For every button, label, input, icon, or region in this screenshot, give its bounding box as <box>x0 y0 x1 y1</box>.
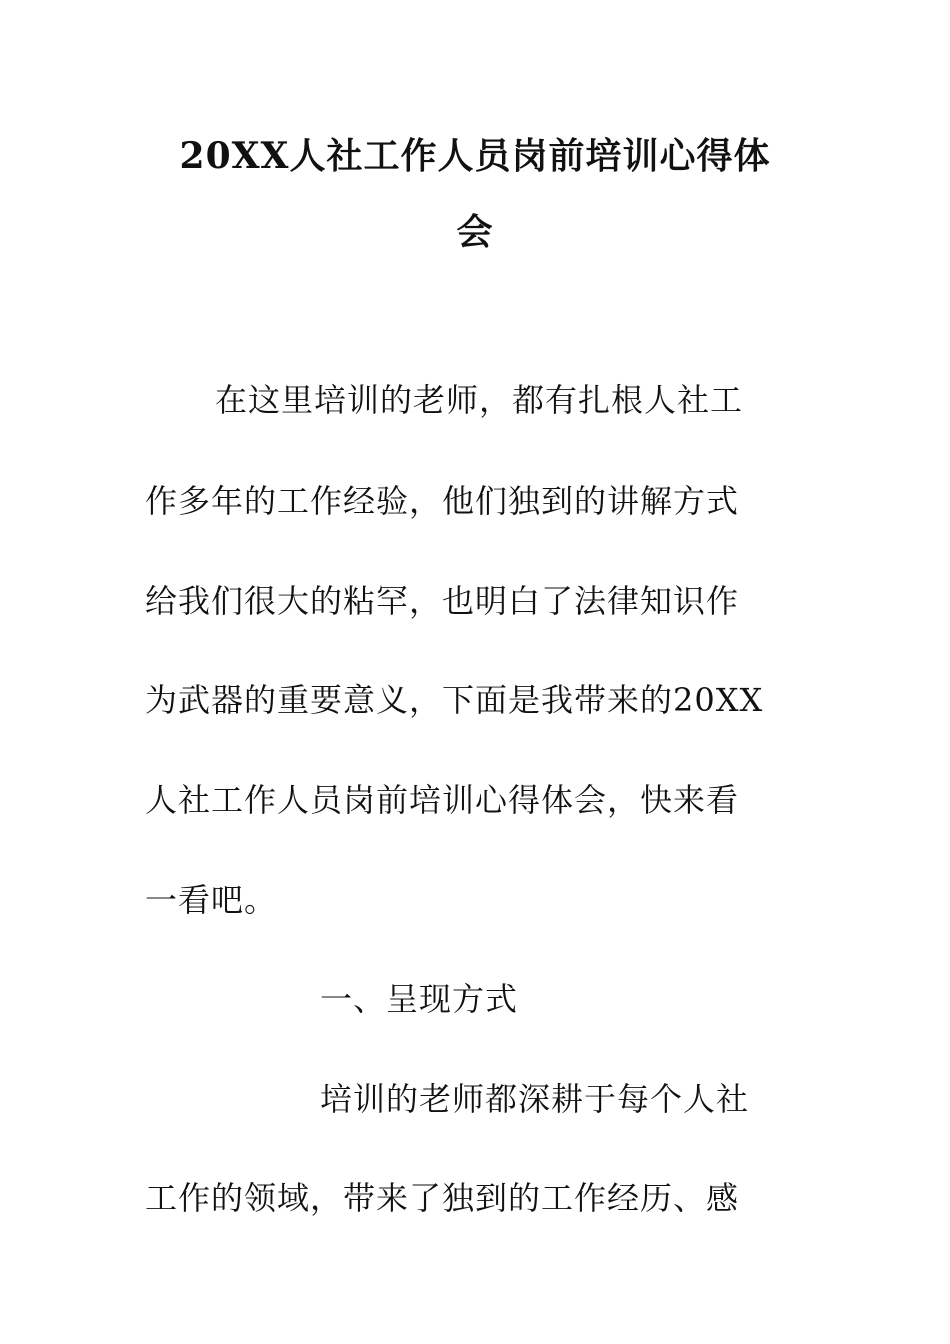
paragraph-line: 培训的老师都深耕于每个人社 <box>320 1080 750 1118</box>
paragraph-line: 工作的领域，带来了独到的工作经历、感 <box>145 1179 740 1217</box>
document-title <box>145 118 805 270</box>
paragraph-line: 一看吧。 <box>145 881 278 919</box>
paragraph-line: 作多年的工作经验，他们独到的讲解方式 <box>145 482 740 520</box>
paragraph-line: 在这里培训的老师，都有扎根人社工 <box>215 381 744 419</box>
paragraph-line: 人社工作人员岗前培训心得体会，快来看 <box>145 781 740 819</box>
title-line-2: 会 <box>456 211 494 253</box>
paragraph-line: 为武器的重要意义，下面是我带来的20XX <box>145 681 764 719</box>
section-heading: 一、呈现方式 <box>320 980 519 1018</box>
title-line-1: 20XX人社工作人员岗前培训心得体 <box>179 135 771 177</box>
paragraph-line: 给我们很大的粘罕，也明白了法律知识作 <box>145 582 740 620</box>
